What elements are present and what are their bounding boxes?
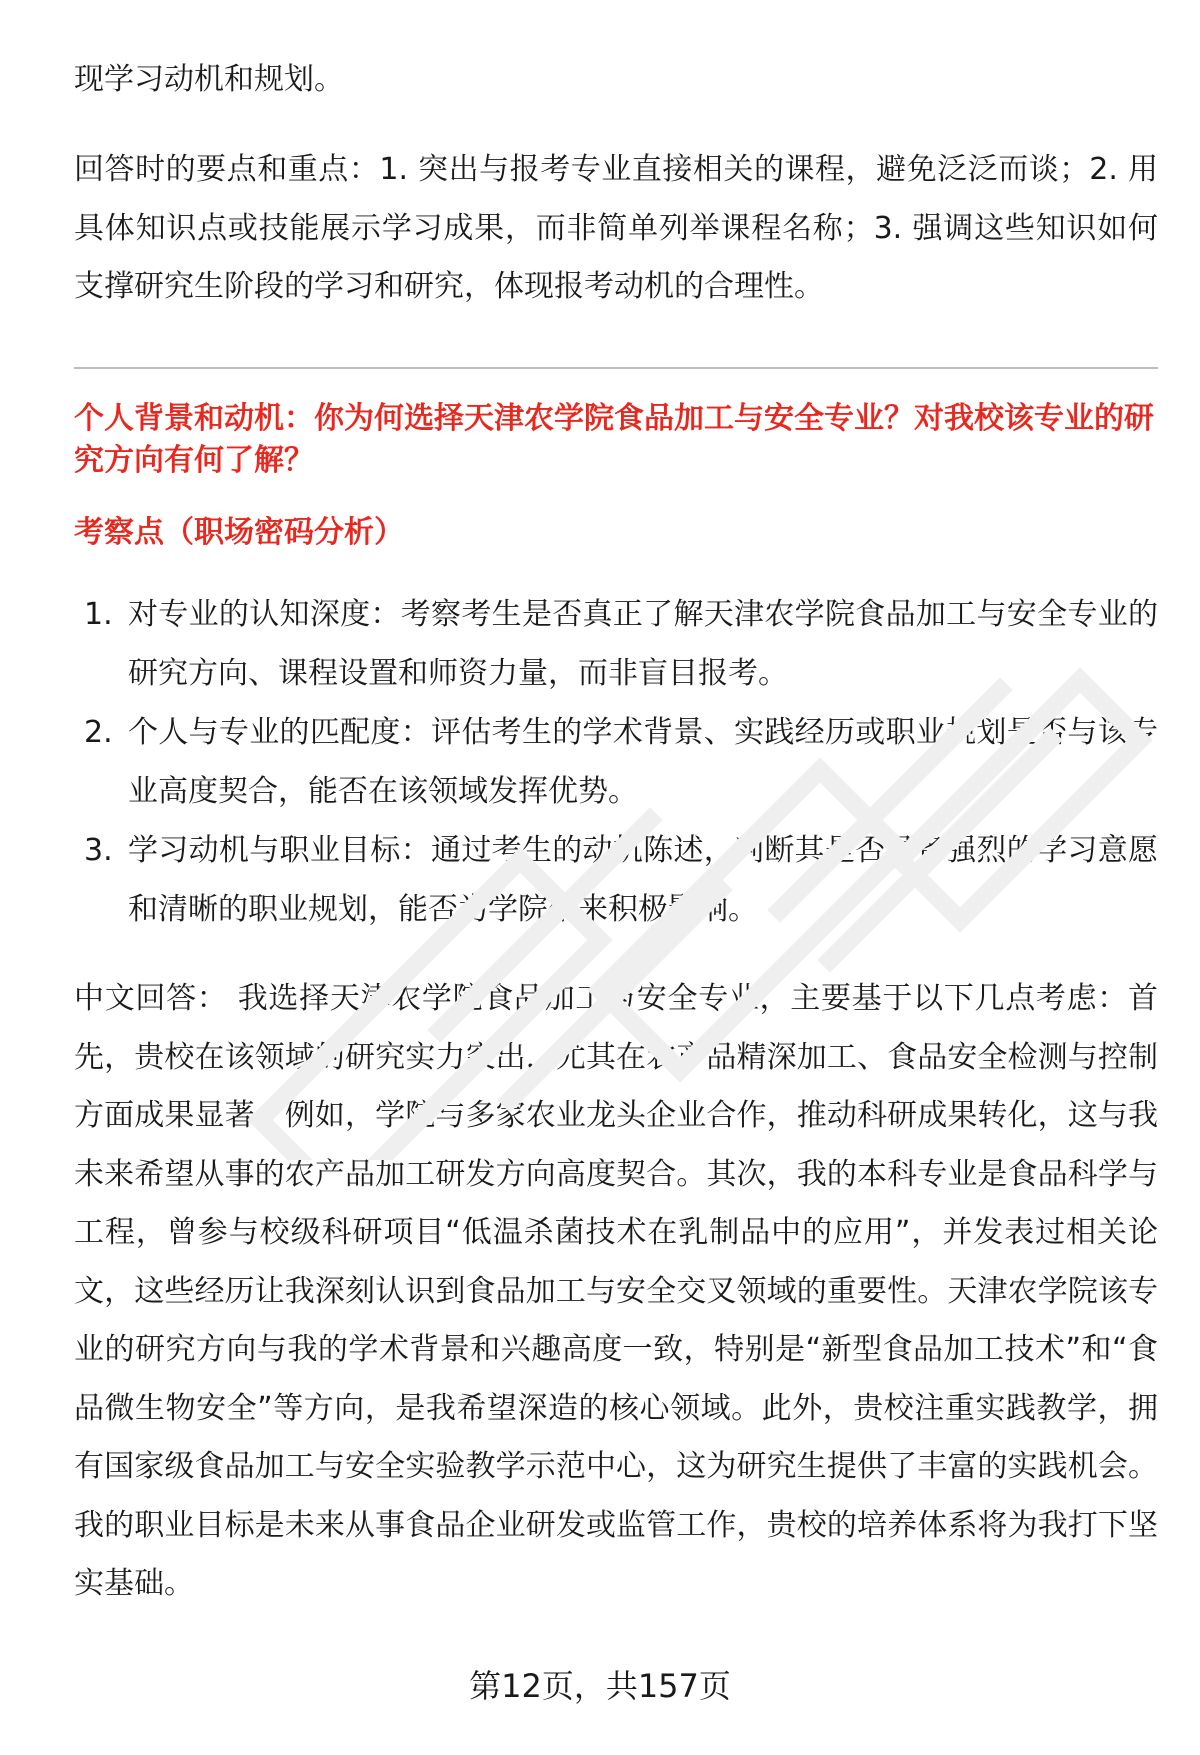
answer-points-paragraph: 回答时的要点和重点：1. 突出与报考专业直接相关的课程，避免泛泛而谈；2. 用具体知识点或技能展示学习成果，而非简单列举课程名称；3. 强调这些知识如何支撑研究生阶段的学习和研究，体现报考动机的合理性。	[74, 152, 1158, 304]
list-item	[74, 585, 1158, 703]
page-footer: 第12页，共157页	[469, 1667, 731, 1705]
section-divider	[74, 367, 1158, 369]
list-item-text: 学习动机与职业目标：通过考生的动机陈述，判断其是否具备强烈的学习意愿和清晰的职业规划，能否为学院带来积极影响。	[128, 833, 1158, 927]
exam-points-title: 考察点（职场密码分析）	[74, 515, 404, 550]
list-item-text: 个人与专业的匹配度：评估考生的学术背景、实践经历或职业规划是否与该专业高度契合，能否在该领域发挥优势。	[128, 715, 1158, 809]
list-item-text: 对专业的认知深度：考察考生是否真正了解天津农学院食品加工与安全专业的研究方向、课程设置和师资力量，而非盲目报考。	[128, 597, 1158, 691]
list-item-number: 3.	[84, 833, 113, 868]
exam-points-list	[74, 585, 1158, 939]
question-heading: 个人背景和动机：你为何选择天津农学院食品加工与安全专业？对我校该专业的研究方向有何了解？	[74, 401, 1154, 478]
intro-tail-paragraph: 现学习动机和规划。	[74, 62, 344, 97]
list-item	[74, 703, 1158, 821]
list-item-number: 2.	[84, 715, 113, 750]
chinese-answer-paragraph: 中文回答： 我选择天津农学院食品加工与安全专业，主要基于以下几点考虑：首先，贵校在该领域的研究实力突出，尤其在农产品精深加工、食品安全检测与控制方面成果显著。例如，学院与多家农业龙头企业合作，推动科研成果转化，这与我未来希望从事的农产品加工研发方向高度契合。其次，我的本科专业是食品科学与工程，曾参与校级科研项目“低温杀菌技术在乳制品中的应用”，并发表过相关论文，这些经历让我深刻认识到食品加工与安全交叉领域的重要性。天津农学院该专业的研究方向与我的学术背景和兴趣高度一致，特别是“新型食品加工技术”和“食品微生物安全”等方向，是我希望深造的核心领域。此外，贵校注重实践教学，拥有国家级食品加工与安全实验教学示范中心，这为研究生提供了丰富的实践机会。我的职业目标是未来从事食品企业研发或监管工作，贵校的培养体系将为我打下坚实基础。	[74, 981, 1158, 1601]
list-item	[74, 821, 1158, 939]
list-item-number: 1.	[84, 597, 113, 632]
